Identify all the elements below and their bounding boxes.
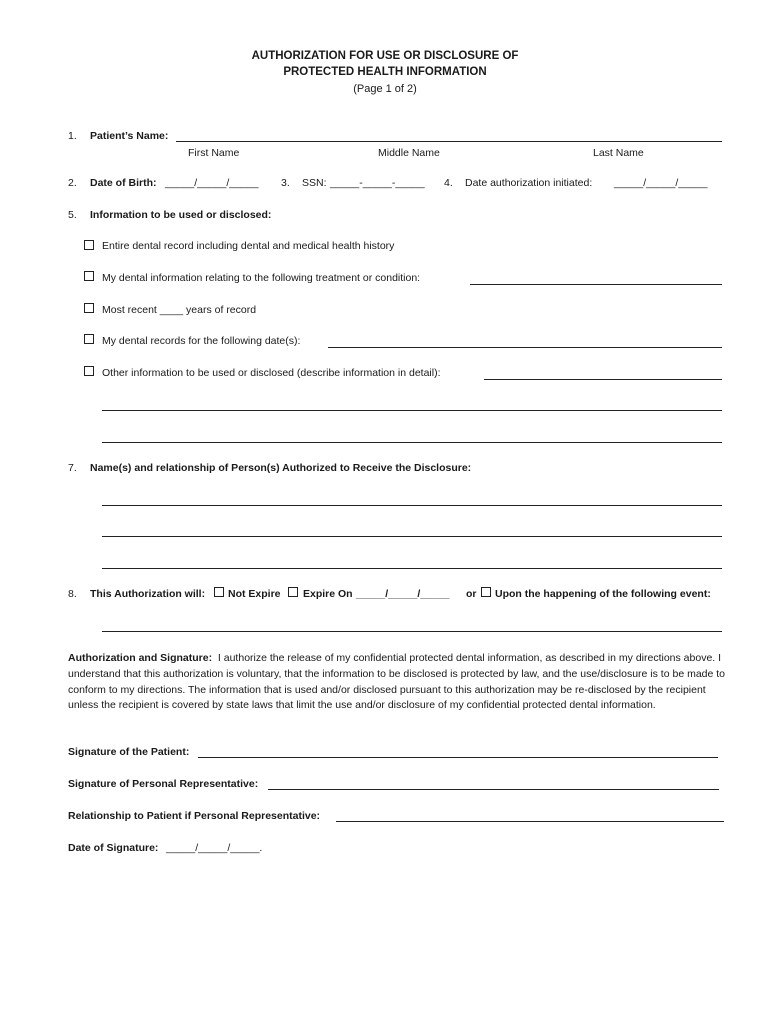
authorized-recipient-label: Name(s) and relationship of Person(s) Authorized to Receive the Disclosure: (90, 462, 472, 474)
signature-date-label: Date of Signature: (68, 842, 159, 854)
recipient-line-2[interactable] (102, 536, 722, 537)
authorization-expiry-label: This Authorization will: (90, 588, 206, 600)
item8-number: 8. (68, 588, 77, 600)
date-initiated-label: Date authorization initiated: (465, 177, 593, 189)
form-title-line1: AUTHORIZATION FOR USE OR DISCLOSURE OF (251, 50, 519, 62)
record-dates-field[interactable] (328, 347, 722, 348)
middle-name-caption: Middle Name (378, 147, 440, 159)
ssn-field[interactable]: _____-_____-_____ (330, 177, 425, 189)
entire-record-checkbox[interactable] (84, 240, 94, 250)
upon-event-checkbox[interactable] (481, 587, 491, 597)
most-recent-years-option: Most recent ____ years of record (102, 304, 257, 316)
other-information-field[interactable] (484, 379, 722, 380)
expire-on-checkbox[interactable] (288, 587, 298, 597)
dob-label: Date of Birth: (90, 177, 157, 189)
other-information-option: Other information to be used or disclosed (describe information in detail): (102, 367, 441, 379)
authorization-statement (68, 651, 728, 714)
expire-on-date-field[interactable]: _____/_____/_____ (356, 588, 450, 600)
other-information-line-3[interactable] (102, 442, 722, 443)
first-name-caption: First Name (188, 147, 240, 159)
not-expire-label: Not Expire (228, 588, 281, 600)
ssn-label: SSN: (302, 177, 327, 189)
date-initiated-field[interactable]: _____/_____/_____ (614, 177, 708, 189)
item2-number: 2. (68, 177, 77, 189)
item5-number: 5. (68, 209, 77, 221)
other-information-line-2[interactable] (102, 410, 722, 411)
item4-number: 4. (444, 177, 453, 189)
or-label: or (466, 588, 477, 600)
relationship-label: Relationship to Patient if Personal Representative: (68, 810, 321, 822)
dob-field[interactable]: _____/_____/_____ (165, 177, 259, 189)
patient-name-field[interactable] (176, 141, 722, 142)
signature-date-field[interactable]: _____/_____/_____. (166, 842, 263, 854)
patient-signature-label: Signature of the Patient: (68, 746, 190, 758)
information-disclosed-label: Information to be used or disclosed: (90, 209, 272, 221)
most-recent-years-checkbox[interactable] (84, 303, 94, 313)
record-dates-option: My dental records for the following date(s): (102, 335, 301, 347)
recipient-line-1[interactable] (102, 505, 722, 506)
representative-signature-label: Signature of Personal Representative: (68, 778, 259, 790)
upon-event-label: Upon the happening of the following event: (495, 588, 711, 600)
recipient-line-3[interactable] (102, 568, 722, 569)
expire-on-label: Expire On (303, 588, 353, 600)
patient-signature-field[interactable] (198, 757, 718, 758)
record-dates-checkbox[interactable] (84, 334, 94, 344)
authorization-text: I authorize the release of my confidential protected dental information, as described in my directions above. I understand that this authorization is voluntary, that the information to be disclosed is protected by law, and the use/disclosure is to be made to conform to my directions. The information that is used and/or disclosed pursuant to this authorization may be re-disclosed by the recipient unless the recipient is covered by state laws that limit the use and/or disclosure of my confidential protected dental information. (68, 652, 726, 712)
page-label: (Page 1 of 2) (353, 83, 417, 95)
other-information-checkbox[interactable] (84, 366, 94, 376)
item3-number: 3. (281, 177, 290, 189)
treatment-condition-checkbox[interactable] (84, 271, 94, 281)
relationship-field[interactable] (336, 821, 724, 822)
form-title-line2: PROTECTED HEALTH INFORMATION (283, 66, 487, 78)
treatment-condition-field[interactable] (470, 284, 722, 285)
item1-number: 1. (68, 130, 77, 142)
item7-number: 7. (68, 462, 77, 474)
authorization-signature-label: Authorization and Signature: (68, 652, 213, 664)
entire-record-option: Entire dental record including dental and medical health history (102, 240, 395, 252)
not-expire-checkbox[interactable] (214, 587, 224, 597)
last-name-caption: Last Name (593, 147, 644, 159)
patient-name-label: Patient’s Name: (90, 130, 169, 142)
treatment-condition-option: My dental information relating to the following treatment or condition: (102, 272, 421, 284)
upon-event-field[interactable] (102, 631, 722, 632)
representative-signature-field[interactable] (268, 789, 719, 790)
